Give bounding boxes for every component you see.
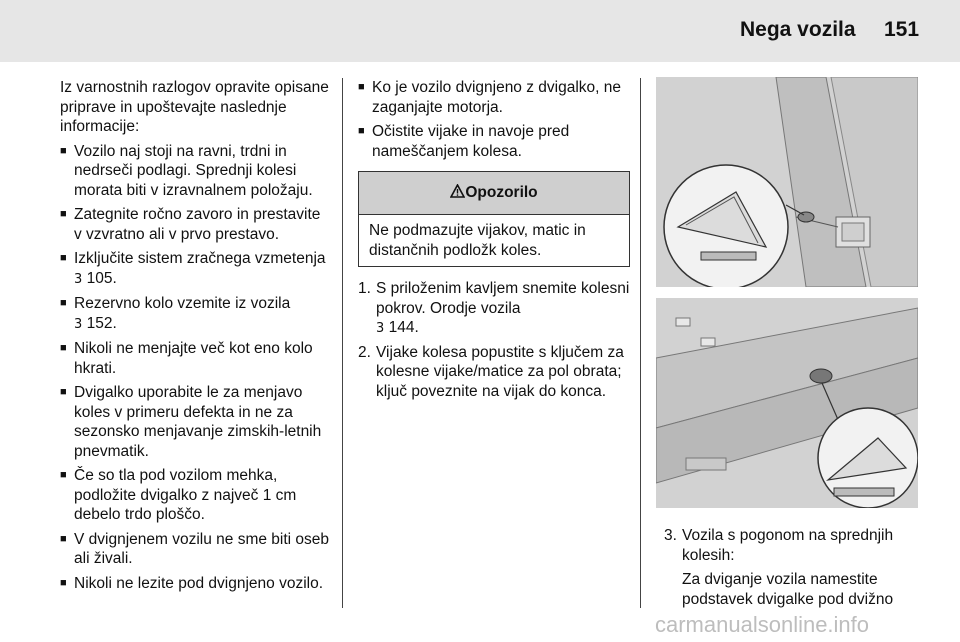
left-column [60,78,332,593]
page-number: 151 [884,18,920,41]
list-item: ■ Dvigalko uporabite le za menjavo koles v primeru defekta in ne za sezonsko menjavanje zimskih-letnih pnevmatik. [60,383,332,461]
middle-column [358,78,630,401]
list-item: ■ Nikoli ne lezite pod dvignjeno vozilo. [60,574,332,594]
intro-paragraph: Iz varnostnih razlogov opravite opisane priprave in upoštevajte naslednje informacije: [60,79,329,135]
list-item: ■ Rezervno kolo vzemite iz vozila 3 152. [60,294,332,334]
list-item: ■ Če so tla pod vozilom mehka, podložite dvigalko z največ 1 cm debelo trdo ploščo. [60,466,332,525]
warning-box [358,171,630,267]
list-item: ■ Ko je vozilo dvignjeno z dvigalko, ne zaganjajte motorja. [358,78,630,117]
page-reference-link[interactable]: 152. [86,314,117,332]
page-reference-link[interactable]: 105. [86,269,117,287]
page-reference-link[interactable]: 144. [388,319,419,336]
page-header [0,0,960,62]
warning-header [359,172,629,215]
watermark: carmanualsonline.info [655,612,870,637]
step-item: 1. S priloženim kavljem snemite kolesni pokrov. Orodje vozila 3 144. [358,280,630,336]
step-item: 3. Vozila s pogonom na sprednjih kolesih: Za dviganje vozila namestite podstavek dvigalke pod dvižno [664,527,894,608]
column-divider [640,78,641,608]
cross-reference-icon: 3 [74,271,83,287]
precaution-list [358,78,630,161]
list-item: ■ Nikoli ne menjajte več kot eno kolo hkrati. [60,339,332,378]
cross-reference-icon: 3 [376,321,385,336]
step-list [358,279,630,401]
safety-list [60,142,332,594]
list-item: ■ V dvignjenem vozilu ne sme biti oseb ali živali. [60,530,332,569]
warning-title: Opozorilo [465,184,538,201]
list-item: ■ Zategnite ročno zavoro in prestavite v vzvratno ali v prvo prestavo. [60,205,332,244]
section-title: Nega vozila [740,18,856,41]
step-item: 2. Vijake kolesa popustite s ključem za kolesne vijake/matice za pol obrata; ključ poveznite na vijak do konca. [358,343,624,400]
list-item: ■ Očistite vijake in navoje pred nameščanjem kolesa. [358,122,630,161]
jack-position-illustration [656,298,918,508]
cross-reference-icon: 3 [74,316,83,332]
warning-triangle-icon [450,184,465,198]
list-item: ■ Vozilo naj stoji na ravni, trdni in nedrseči podlagi. Sprednji kolesi morata biti v izravnalnem položaju. [60,142,332,201]
warning-text: Ne podmazujte vijakov, matic in distančnih podložk koles. [369,222,586,259]
column-divider [342,78,343,608]
jack-stowage-illustration [656,77,918,287]
list-item: ■ Izključite sistem zračnega vzmetenja 3 105. [60,249,332,289]
